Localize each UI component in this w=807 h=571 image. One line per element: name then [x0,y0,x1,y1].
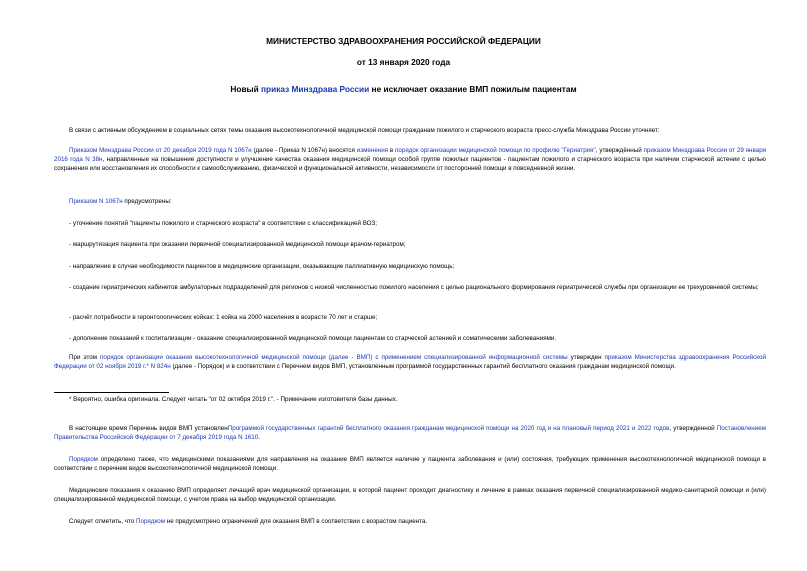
list-item: - уточнение понятий "пациенты пожилого и старческого возраста" в соответствии с классификацией ВОЗ; [69,220,378,227]
paragraph-indications [54,455,766,473]
title-link[interactable]: приказ Минздрава России [261,84,370,94]
document-title [0,84,807,94]
list-item: - дополнение показаний к госпитализации - оказание специализированной медицинской помощи пациентам со старческой астенией и соматическими заболеваниями. [69,335,557,342]
paragraph-text: не предусмотрено ограничений для оказания ВМП в соответствии с возрастом пациента. [165,518,428,525]
paragraph-text: В настоящее время Перечень видов ВМП установлен [69,425,228,432]
paragraph-text: предусмотрены: [122,198,172,205]
title-text-pre: Новый [230,84,262,94]
paragraph-text: (далее - Приказ N 1067н) вносятся [251,147,357,154]
paragraph-text: , утверждённый [595,147,644,154]
paragraph-vmp-procedure [54,353,766,371]
procedure-link[interactable]: Порядком [136,518,166,525]
paragraph-text: , направленные на повышение доступности и улучшение качества оказания медицинской помощи особой группе пожилых пациентов - пациентам пожилого и старческого возраста при наличии старческой астении с целью сохранения или восстановления их способности к самообслуживанию, физической и функциональной активности, независимости от посторонней помощи в повседневной жизни. [54,156,766,172]
paragraph-attending-doctor: Медицинские показания к оказанию ВМП определяет лечащий врач медицинской организации, в которой пациент проходит диагностику и лечение в рамках оказания первичной специализированной медико-санитарной помощи и (или) специализированной медицинской помощи, с учетом права на выбор медицинской организации. [54,487,766,503]
document-date: от 13 января 2020 года [356,57,451,67]
vmp-procedure-link[interactable]: порядок организации оказания высокотехнологичной медицинской помощи (далее - ВМП) с применением специализированной информационной системы [99,354,568,361]
paragraph-text: , утвержденной [669,425,717,432]
paragraph-provisions [54,197,766,206]
list-item: - маршрутизация пациента при оказании первичной специализированной медицинской помощи врачом-гериатром; [69,241,406,248]
paragraph-intro: В связи с активным обсуждением в социальных сетях темы оказания высокотехнологичной медицинской помощи гражданам пожилого и старческого возраста пресс-служба Минздрава России уточняет: [69,127,660,134]
state-guarantees-program-link[interactable]: Программой государственных гарантий бесплатного оказания гражданам медицинской помощи на 2020 год и на плановый период 2021 и 2022 годов [227,425,670,432]
paragraph-no-age-limit [54,517,766,526]
paragraph-text: . [258,434,260,441]
list-item: - расчёт потребности в геронтологических койках: 1 койка на 2000 населения в возрасте 70 лет и старше; [69,314,378,321]
paragraph-text: в [388,147,396,154]
paragraph-text: Следует отметить, что [69,518,137,525]
paragraph-text: При этом [69,354,100,361]
footnote: * Вероятно, ошибка оригинала. Следует читать "от 02 октября 2019 г.". - Примечание изготовителя базы данных. [69,396,398,403]
government-resolution-link[interactable]: Постановлением Правительства Российской Федерации от 7 декабря 2019 года N 1610 [54,425,767,441]
changes-link[interactable]: изменения [356,147,389,154]
order-38n-link[interactable]: приказом Минздрава России от 29 января 2016 года N 38н [54,147,766,163]
paragraph-order-1067 [54,146,766,173]
procedure-link[interactable]: Порядком [69,456,98,463]
ministry-heading: МИНИСТЕРСТВО ЗДРАВООХРАНЕНИЯ РОССИЙСКОЙ ФЕДЕРАЦИИ [266,36,541,46]
paragraph-text: определено также, что медицинскими показаниями для направления на оказание ВМП является наличие у пациента заболевания и (или) состояния, требующих применения высокотехнологичной медицинской помощи в соответствии с перечнем видов высокотехнологичной медицинской помощи. [54,456,766,472]
list-item: - создание гериатрических кабинетов амбулаторных подразделений для регионов с низкой численностью пожилого населения с целью рационального формирования гериатрической службы при организации ее трехуровневой системы; [69,284,759,291]
footnote-divider [54,392,169,393]
paragraph-vmp-list [54,424,766,442]
list-item: - направление в случае необходимости пациентов в медицинские организации, оказывающие паллиативную медицинскую помощь; [69,263,455,270]
paragraph-text: утвержден [567,354,605,361]
order-1067-short-link[interactable]: Приказом N 1067н [69,198,123,205]
order-824n-link[interactable]: приказом Министерства здравоохранения Российской Федерации от 02 ноября 2019 г.* N 824н [54,354,766,370]
order-1067-link[interactable]: Приказом Минздрава России от 20 декабря 2019 года N 1067н [69,147,252,154]
paragraph-text: (далее - Порядок) и в соответствии с Перечнем видов ВМП, установленным программой государственных гарантий бесплатного оказания гражданам медицинской помощи. [170,363,676,370]
title-text-post: не исключает оказание ВМП пожилым пациентам [369,84,577,94]
geriatrics-procedure-link[interactable]: порядок организации медицинской помощи по профилю "Гериатрия" [395,147,596,154]
